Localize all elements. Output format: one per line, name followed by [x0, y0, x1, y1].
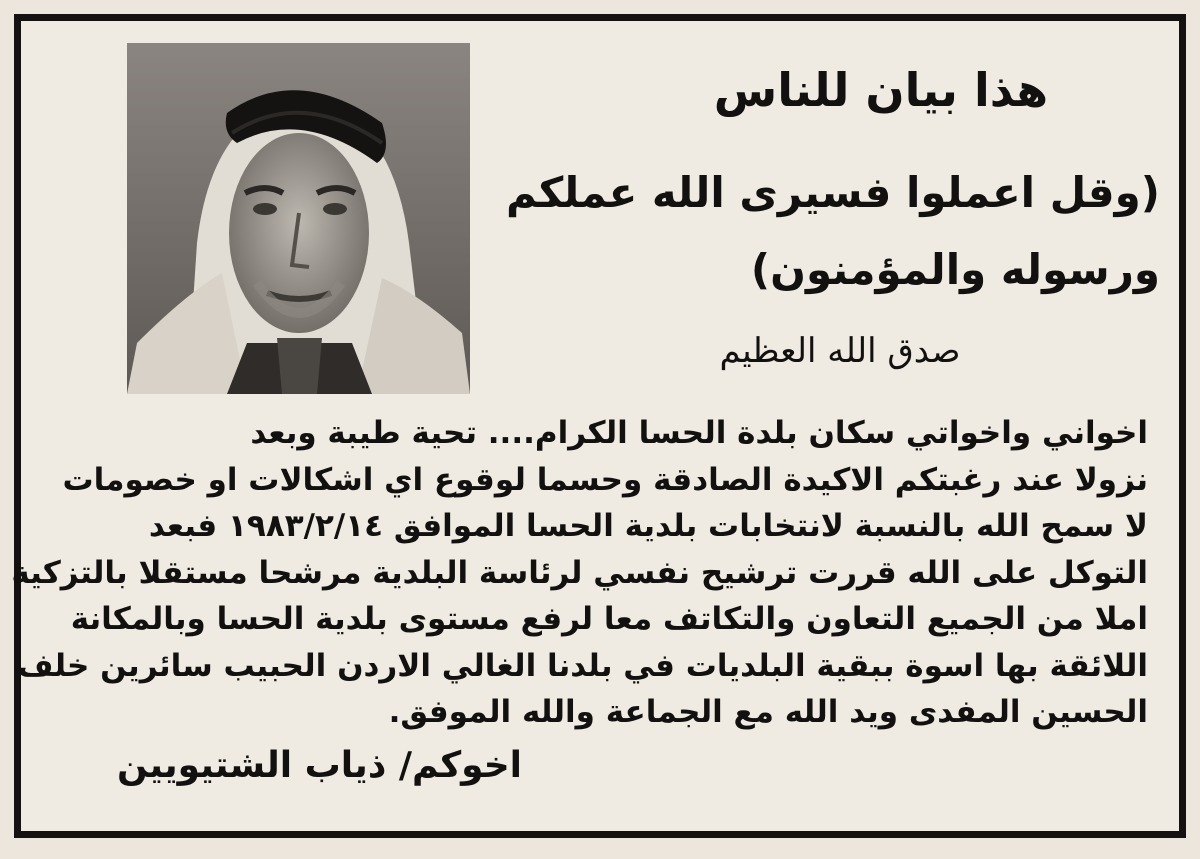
verse-line-2: ورسوله والمؤمنون): [750, 245, 1160, 294]
portrait-photo: [127, 43, 470, 394]
verse-line-1: (وقل اعملوا فسيرى الله عملكم: [505, 168, 1160, 217]
body-line: لا سمح الله بالنسبة لانتخابات بلدية الحسا الموافق ١٩٨٣/٢/١٤ فبعد: [148, 508, 1148, 544]
portrait-image: [127, 43, 470, 394]
body-line: اخواني واخواتي سكان بلدة الحسا الكرام.... تحية طيبة وبعد: [250, 415, 1148, 451]
body-line: املا من الجميع التعاون والتكاتف معا لرفع مستوى بلدية الحسا وبالمكانة: [70, 601, 1148, 637]
notice-title: هذا بيان للناس: [713, 63, 1049, 117]
body-line: اللائقة بها اسوة ببقية البلديات في بلدنا الغالي الاردن الحبيب سائرين خلف: [17, 647, 1148, 684]
body-line: التوكل على الله قررت ترشيح نفسي لرئاسة البلدية مرشحا مستقلا بالتزكية: [11, 554, 1148, 591]
signature: اخوكم/ ذياب الشتيويين: [117, 745, 522, 786]
verse-closing: صدق الله العظيم: [719, 331, 961, 371]
body-line: الحسين المفدى ويد الله مع الجماعة والله الموفق.: [388, 694, 1148, 730]
notice-body: [11, 410, 1148, 736]
body-line: نزولا عند رغبتكم الاكيدة الصادقة وحسما لوقوع اي اشكالات او خصومات: [62, 461, 1148, 498]
